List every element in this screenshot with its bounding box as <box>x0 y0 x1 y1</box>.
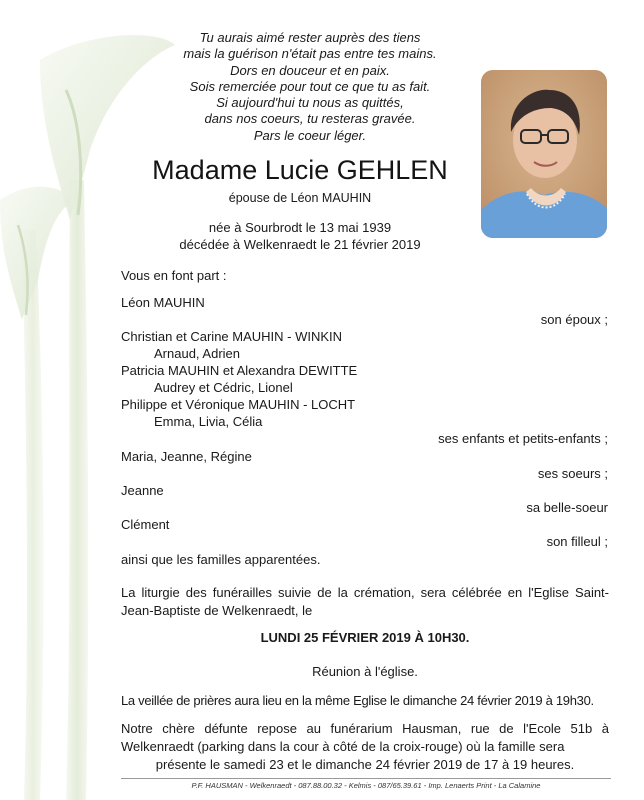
family-member: Patricia MAUHIN et Alexandra DEWITTE <box>121 363 358 378</box>
family-member: Jeanne <box>121 483 164 498</box>
poem-line: Si aujourd'hui tu nous as quittés, <box>216 95 404 111</box>
spouse-line: épouse de Léon MAUHIN <box>228 191 372 205</box>
reunion-note: Réunion à l'église. <box>312 664 418 679</box>
family-role: ses soeurs ; <box>537 466 608 481</box>
family-member: Clément <box>121 517 170 532</box>
poem-line: dans nos coeurs, tu resteras gravée. <box>204 111 416 127</box>
related-families: ainsi que les familles apparentées. <box>121 552 321 567</box>
poem-line: Tu aurais aimé rester auprès des tiens <box>199 30 421 45</box>
family-role: sa belle-soeur <box>526 500 608 515</box>
funeral-home-line: présente le samedi 23 et le dimanche 24 février 2019 de 17 à 19 heures. <box>155 757 575 772</box>
funeral-home-line: Notre chère défunte repose au funérarium Hausman, rue de l'Ecole 51b à Welkenraedt (parking dans la cour à côté de la croix-rouge) où la famille sera <box>121 721 609 754</box>
family-role: ses enfants et petits-enfants ; <box>438 431 608 446</box>
footer-divider <box>121 778 611 779</box>
birth-date: née à Sourbrodt le 13 mai 1939 <box>208 220 392 235</box>
poem <box>130 30 490 144</box>
birth-death-dates <box>110 219 490 253</box>
poem-line: Pars le coeur léger. <box>253 127 367 143</box>
footer-credits: P.F. HAUSMAN - Welkenraedt - 087.88.00.32 - Kelmis - 087/65.39.61 - Imp. Lenaerts Print - La Calamine <box>191 781 541 790</box>
grandchildren: Arnaud, Adrien <box>154 346 241 361</box>
ceremony-date: LUNDI 25 FÉVRIER 2019 À 10H30. <box>260 630 470 645</box>
poem-line: Sois remerciée pour tout ce que tu as fait. <box>189 78 431 94</box>
family-member: Christian et Carine MAUHIN - WINKIN <box>121 329 343 344</box>
funeral-home-text <box>121 720 609 774</box>
family-member: Philippe et Véronique MAUHIN - LOCHT <box>121 397 356 412</box>
family-member: Maria, Jeanne, Régine <box>121 449 252 464</box>
grandchildren: Audrey et Cédric, Lionel <box>154 380 293 395</box>
poem-line: Dors en douceur et en paix. <box>230 62 390 78</box>
grandchildren: Emma, Livia, Célia <box>154 414 263 429</box>
family-role: son filleul ; <box>546 534 608 549</box>
deceased-name: Madame Lucie GEHLEN <box>152 155 448 185</box>
portrait-photo <box>481 70 607 238</box>
poem-line: mais la guérison n'était pas entre tes mains. <box>183 46 437 62</box>
intro-text: Vous en font part : <box>121 268 227 283</box>
vigil-text: La veillée de prières aura lieu en la même Eglise le dimanche 24 février 2019 à 19h30. <box>121 693 594 708</box>
liturgy-text: La liturgie des funérailles suivie de la crémation, sera célébrée en l'Eglise Saint-Jean-Baptiste de Welkenraedt, le <box>121 585 609 618</box>
death-date: décédée à Welkenraedt le 21 février 2019 <box>179 237 421 252</box>
family-member: Léon MAUHIN <box>121 295 205 310</box>
family-role: son époux ; <box>540 312 608 327</box>
